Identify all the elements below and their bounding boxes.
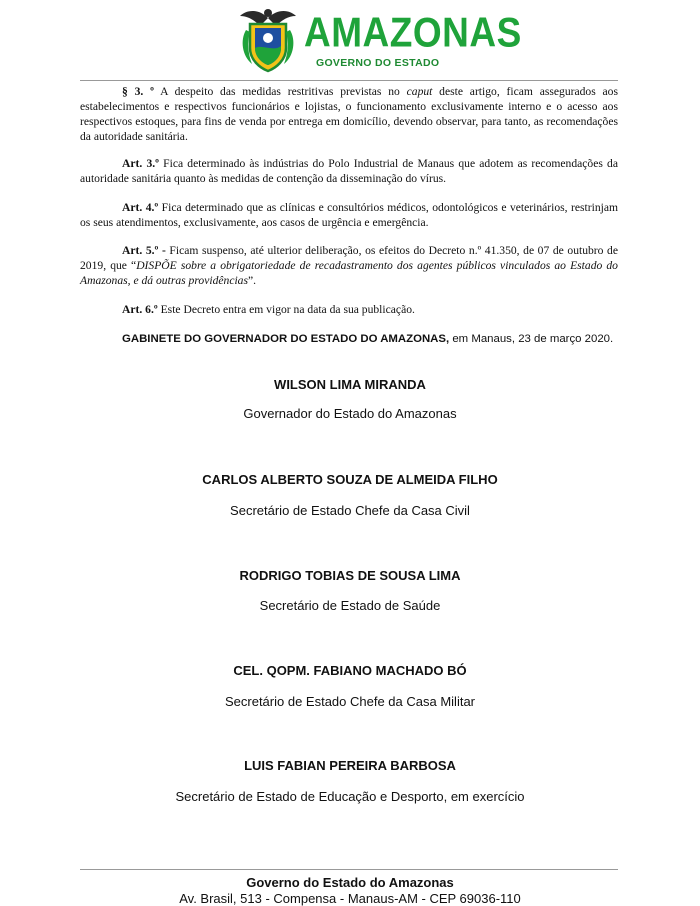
- footer-title: Governo do Estado do Amazonas: [246, 875, 454, 890]
- paragraph-text: Ficam suspenso, até ulterior deliberação, os efeitos do Decreto n.º 41.350, de 07 de outubro de 2019, que “: [80, 244, 618, 272]
- paragraph-text: Este Decreto entra em vigor na data da sua publicação.: [157, 303, 415, 316]
- signatory-name: CARLOS ALBERTO SOUZA DE ALMEIDA FILHO: [202, 472, 498, 487]
- signatory-title: Secretário de Estado de Educação e Desporto, em exercício: [175, 789, 525, 804]
- paragraph-label: Art. 5.º -: [122, 244, 166, 257]
- paragraph-gabinete: [80, 331, 618, 347]
- paragraph-art-4: [80, 200, 618, 230]
- footer-divider: [80, 869, 618, 870]
- paragraph-art-5: [80, 243, 618, 288]
- brand-subtitle: GOVERNO DO ESTADO: [316, 57, 440, 69]
- paragraph-text: Fica determinado que as clínicas e consultórios médicos, odontológicos e veterinários, restrinjam os seus atendimentos, exclusivamente, aos casos de urgência e emergência.: [80, 201, 619, 229]
- paragraph-text: A despeito das medidas restritivas previstas no: [153, 85, 407, 98]
- coat-of-arms-icon: [238, 4, 298, 74]
- signatory-name: CEL. QOPM. FABIANO MACHADO BÓ: [233, 663, 467, 678]
- paragraph-label: § 3. º: [122, 85, 154, 98]
- paragraph-label: Art. 4.º: [122, 201, 159, 214]
- paragraph-italic: DISPÕE sobre a obrigatoriedade de recadastramento dos agentes públicos vinculados ao Estado do Amazonas, e dá outras providências: [80, 259, 618, 287]
- paragraph-text: ”.: [248, 274, 257, 287]
- paragraph-label: Art. 6.º: [122, 303, 158, 316]
- paragraph-section-3: [80, 84, 618, 144]
- signatory-title: Secretário de Estado de Saúde: [259, 598, 441, 613]
- signatory-name: WILSON LIMA MIRANDA: [274, 377, 426, 392]
- paragraph-art-6: [80, 302, 618, 317]
- signatory-name: RODRIGO TOBIAS DE SOUSA LIMA: [239, 568, 461, 583]
- paragraph-text: em Manaus, 23 de março 2020.: [449, 333, 614, 345]
- signatory-title: Secretário de Estado Chefe da Casa Militar: [224, 694, 475, 709]
- paragraph-text: deste artigo, ficam assegurados aos estabelecimentos e respectivos funcionários e lojistas, o funcionamento exclusivamente interno e o acesso aos respectivos estoques, para fins de venda por entrega em domicílio, devendo observar, para tanto, as recomendações da autoridade sanitária.: [80, 85, 618, 143]
- footer-address: Av. Brasil, 513 - Compensa - Manaus-AM - CEP 69036-110: [179, 891, 521, 906]
- brand-name: AMAZONAS: [304, 9, 522, 56]
- header-divider: [80, 80, 618, 81]
- paragraph-text: Fica determinado às indústrias do Polo Industrial de Manaus que adotem as recomendações da autoridade sanitária quanto às medidas de contenção da disseminação do vírus.: [80, 157, 618, 185]
- paragraph-art-3: [80, 156, 618, 186]
- paragraph-label: Art. 3.º: [122, 157, 159, 170]
- signatory-name: LUIS FABIAN PEREIRA BARBOSA: [244, 758, 456, 773]
- paragraph-italic: caput: [406, 85, 433, 98]
- document-header: [0, 0, 700, 80]
- signatory-title: Secretário de Estado Chefe da Casa Civil: [230, 503, 470, 518]
- paragraph-label: GABINETE DO GOVERNADOR DO ESTADO DO AMAZONAS,: [122, 333, 450, 345]
- signatory-title: Governador do Estado do Amazonas: [243, 406, 457, 421]
